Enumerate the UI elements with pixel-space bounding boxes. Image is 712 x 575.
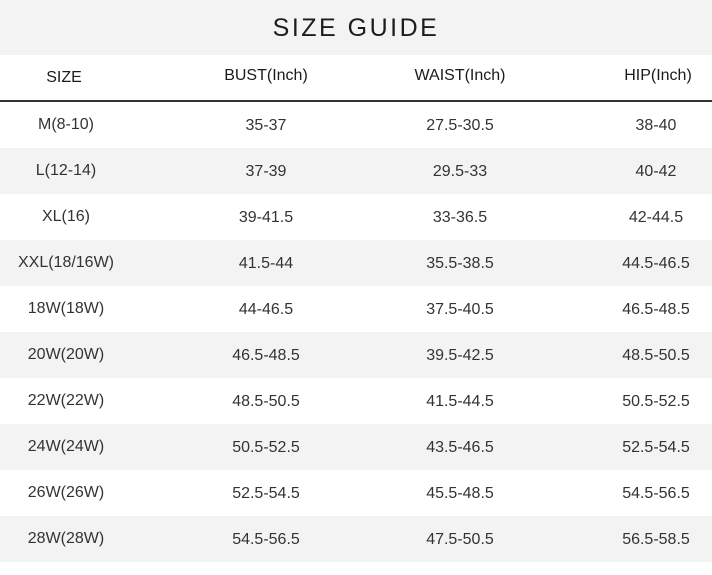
- waist-cell: 47.5-50.5: [426, 531, 494, 548]
- table-row: [0, 470, 712, 516]
- size-table-body: [0, 102, 712, 562]
- hip-cell: 50.5-52.5: [622, 393, 690, 410]
- header-hip: HIP(Inch): [624, 66, 692, 84]
- hip-cell: 46.5-48.5: [622, 301, 690, 318]
- hip-cell: 56.5-58.5: [622, 531, 690, 548]
- table-row: [0, 286, 712, 332]
- size-cell: 26W(26W): [27, 484, 105, 501]
- waist-cell: 37.5-40.5: [426, 301, 494, 318]
- waist-cell: 33-36.5: [432, 209, 488, 226]
- size-cell: 28W(28W): [27, 530, 105, 547]
- table-row: [0, 102, 712, 148]
- size-cell: 20W(20W): [27, 346, 105, 363]
- waist-cell: 43.5-46.5: [426, 439, 494, 456]
- table-row: [0, 332, 712, 378]
- table-row: [0, 516, 712, 562]
- header-waist: WAIST(Inch): [414, 66, 506, 84]
- title-bar: [0, 0, 712, 55]
- waist-cell: 27.5-30.5: [426, 117, 494, 134]
- hip-cell: 38-40: [635, 117, 677, 134]
- header-bust: BUST(Inch): [224, 66, 308, 84]
- bust-cell: 37-39: [245, 163, 287, 180]
- bust-cell: 48.5-50.5: [232, 393, 300, 410]
- hip-cell: 40-42: [635, 163, 677, 180]
- size-cell: 24W(24W): [27, 438, 105, 455]
- hip-cell: 42-44.5: [628, 209, 684, 226]
- bust-cell: 41.5-44: [238, 255, 294, 272]
- page-title: SIZE GUIDE: [272, 14, 440, 42]
- waist-cell: 39.5-42.5: [426, 347, 494, 364]
- hip-cell: 52.5-54.5: [622, 439, 690, 456]
- bust-cell: 35-37: [245, 117, 287, 134]
- table-row: [0, 148, 712, 194]
- bust-cell: 44-46.5: [238, 301, 294, 318]
- table-row: [0, 240, 712, 286]
- size-cell: 22W(22W): [27, 392, 105, 409]
- size-cell: 18W(18W): [27, 300, 105, 317]
- bust-cell: 50.5-52.5: [232, 439, 300, 456]
- table-row: [0, 194, 712, 240]
- waist-cell: 35.5-38.5: [426, 255, 494, 272]
- hip-cell: 44.5-46.5: [622, 255, 690, 272]
- size-cell: XL(16): [41, 208, 91, 225]
- bust-cell: 52.5-54.5: [232, 485, 300, 502]
- table-row: [0, 424, 712, 470]
- bust-cell: 39-41.5: [238, 209, 294, 226]
- bust-cell: 46.5-48.5: [232, 347, 300, 364]
- size-cell: M(8-10): [37, 116, 94, 133]
- size-cell: XXL(18/16W): [17, 254, 115, 271]
- table-header-row: [0, 55, 712, 102]
- waist-cell: 29.5-33: [432, 163, 488, 180]
- table-row: [0, 378, 712, 424]
- waist-cell: 45.5-48.5: [426, 485, 494, 502]
- hip-cell: 54.5-56.5: [622, 485, 690, 502]
- hip-cell: 48.5-50.5: [622, 347, 690, 364]
- size-cell: L(12-14): [35, 162, 97, 179]
- header-size: SIZE: [46, 68, 82, 86]
- bust-cell: 54.5-56.5: [232, 531, 300, 548]
- waist-cell: 41.5-44.5: [426, 393, 494, 410]
